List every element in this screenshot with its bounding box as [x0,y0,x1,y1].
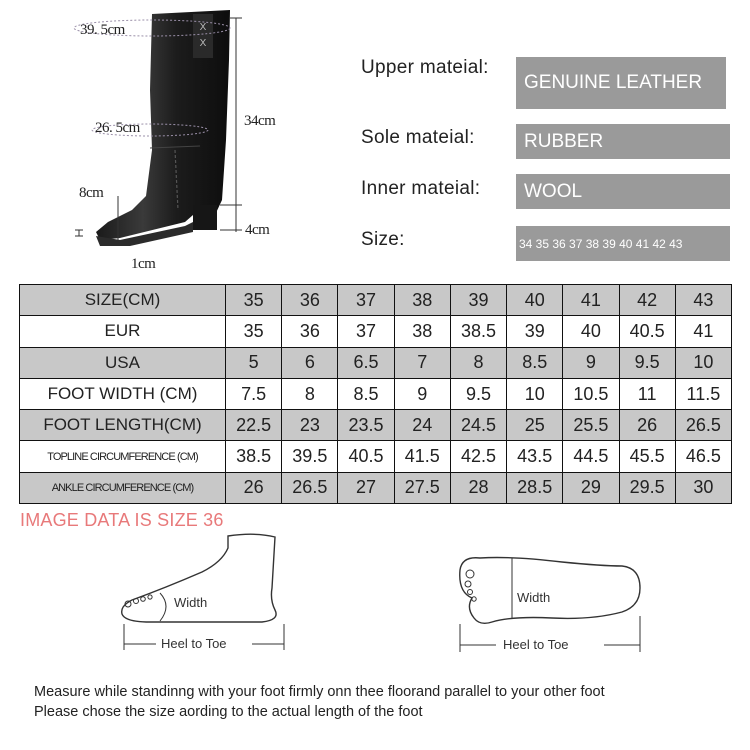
table-cell: 6.5 [338,347,394,378]
table-row [20,347,732,378]
table-row [20,316,732,347]
table-cell: 23 [282,410,338,441]
foot-side-length-label: Heel to Toe [161,636,227,651]
table-cell: 8.5 [507,347,563,378]
sole-material-label: Sole mateial: [361,127,475,148]
table-cell: 39 [507,316,563,347]
table-cell: 44.5 [563,441,619,472]
table-cell: 11.5 [675,378,731,409]
ankle-circumference-label: 26. 5cm [95,120,140,136]
table-cell: 10.5 [563,378,619,409]
table-cell: 42 [619,285,675,316]
instruction-line: Please chose the size aording to the actual length of the foot [34,704,423,720]
row-header: FOOT WIDTH (CM) [20,378,226,409]
upper-material-value: GENUINE LEATHER [516,57,726,109]
table-cell: 6 [282,347,338,378]
inner-material-value: WOOL [516,174,730,209]
table-cell: 35 [226,316,282,347]
table-cell: 24.5 [450,410,506,441]
svg-text:X: X [199,38,207,49]
platform-label: 1cm [131,256,156,272]
table-cell: 40.5 [619,316,675,347]
table-cell: 43 [675,285,731,316]
instruction-line: Measure while standinng with your foot firmly onn thee floorand parallel to your other foot [34,684,605,700]
table-cell: 7.5 [226,378,282,409]
table-cell: 26.5 [282,472,338,503]
table-cell: 39.5 [282,441,338,472]
table-cell: 38 [394,316,450,347]
table-cell: 36 [282,285,338,316]
shaft-height-label: 34cm [244,113,276,129]
inner-material-label: Inner mateial: [361,178,481,199]
foot-side-diagram [110,528,300,658]
row-header: USA [20,347,226,378]
table-cell: 11 [619,378,675,409]
table-row [20,472,732,503]
table-cell: 27 [338,472,394,503]
table-cell: 10 [675,347,731,378]
table-cell: 43.5 [507,441,563,472]
table-cell: 24 [394,410,450,441]
row-header: FOOT LENGTH(CM) [20,410,226,441]
image-size-note: IMAGE DATA IS SIZE 36 [20,510,224,530]
table-cell: 8 [282,378,338,409]
foot-sole-width-label: Width [517,590,551,605]
topline-circumference-label: 39. 5cm [80,22,125,38]
table-cell: 41 [563,285,619,316]
table-cell: 36 [282,316,338,347]
table-cell: 5 [226,347,282,378]
svg-text:X: X [199,22,207,33]
spec-list [0,0,750,270]
table-row [20,378,732,409]
table-cell: 9.5 [450,378,506,409]
table-cell: 41 [675,316,731,347]
table-cell: 22.5 [226,410,282,441]
table-cell: 35 [226,285,282,316]
heel-height-label: 4cm [245,222,270,238]
row-header: EUR [20,316,226,347]
table-cell: 8 [450,347,506,378]
table-cell: 9 [563,347,619,378]
table-cell: 40 [507,285,563,316]
foot-sole-length-label: Heel to Toe [503,637,569,652]
table-cell: 37 [338,316,394,347]
table-row [20,285,732,316]
table-cell: 39 [450,285,506,316]
table-cell: 38.5 [226,441,282,472]
table-cell: 37 [338,285,394,316]
table-cell: 27.5 [394,472,450,503]
row-header: ANKLE CIRCUMFERENCE (CM) [20,472,226,503]
table-cell: 38 [394,285,450,316]
table-cell: 45.5 [619,441,675,472]
upper-material-label: Upper mateial: [361,57,489,78]
size-chart-table [19,284,732,504]
foot-sole-diagram [452,548,652,660]
table-cell: 28.5 [507,472,563,503]
row-header: TOPLINE CIRCUMFERENCE (CM) [20,441,226,472]
table-cell: 8.5 [338,378,394,409]
table-cell: 40 [563,316,619,347]
table-cell: 30 [675,472,731,503]
table-row [20,441,732,472]
side-height-label: 8cm [79,185,104,201]
row-header: SIZE(CM) [20,285,226,316]
table-cell: 9.5 [619,347,675,378]
table-cell: 28 [450,472,506,503]
table-cell: 42.5 [450,441,506,472]
table-cell: 40.5 [338,441,394,472]
table-cell: 38.5 [450,316,506,347]
sole-material-value: RUBBER [516,124,730,159]
foot-side-width-label: Width [174,595,208,610]
table-cell: 29.5 [619,472,675,503]
size-label: Size: [361,229,405,250]
table-cell: 26 [226,472,282,503]
table-cell: 23.5 [338,410,394,441]
table-cell: 10 [507,378,563,409]
table-cell: 9 [394,378,450,409]
table-cell: 41.5 [394,441,450,472]
table-cell: 26.5 [675,410,731,441]
table-cell: 46.5 [675,441,731,472]
table-cell: 29 [563,472,619,503]
table-row [20,410,732,441]
table-cell: 25 [507,410,563,441]
table-cell: 25.5 [563,410,619,441]
table-cell: 7 [394,347,450,378]
table-cell: 26 [619,410,675,441]
size-range-value: 34 35 36 37 38 39 40 41 42 43 [516,226,730,261]
